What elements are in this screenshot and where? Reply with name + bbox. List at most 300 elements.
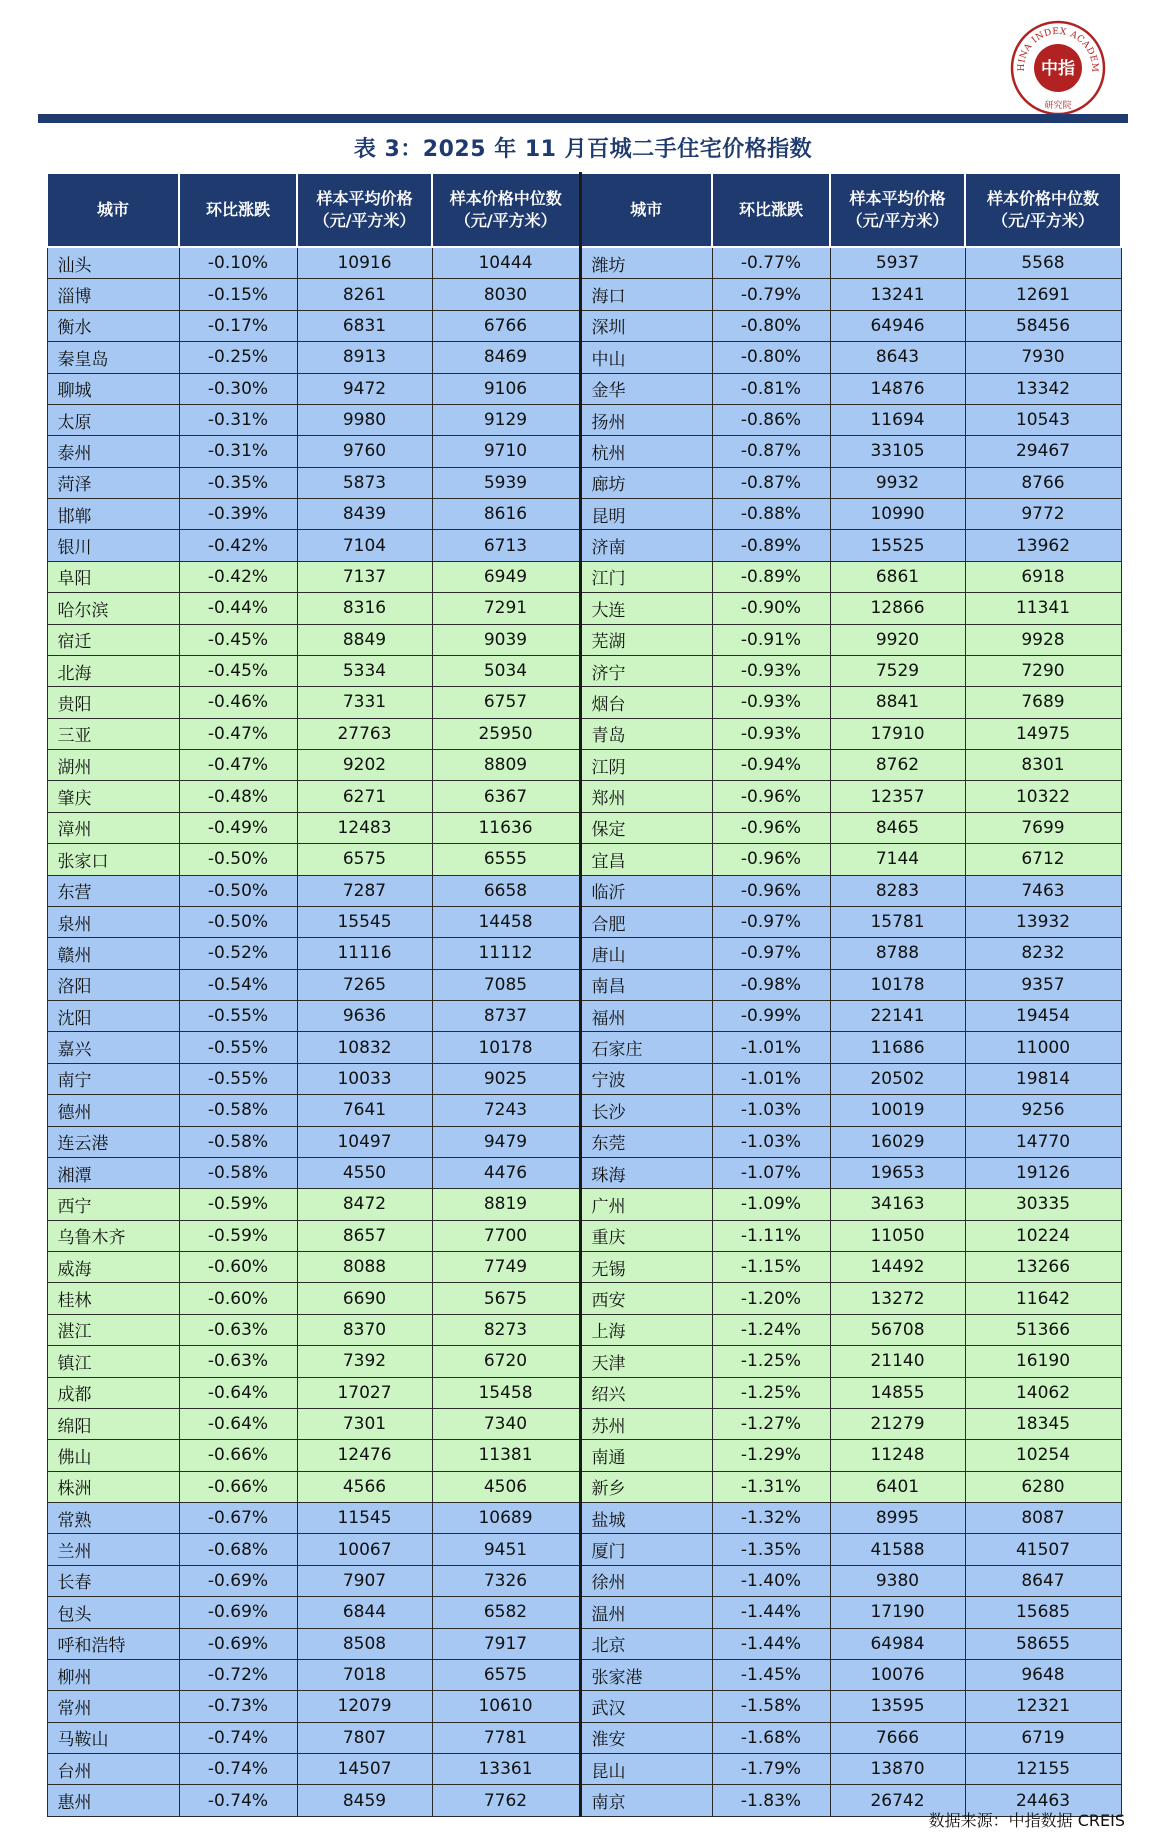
left-change-cell: -0.74% [179, 1754, 297, 1785]
right-city-cell: 珠海 [580, 1157, 712, 1188]
right-avg-price-cell: 8762 [830, 750, 965, 781]
right-median-price-cell: 15685 [965, 1597, 1121, 1628]
table-row [47, 938, 1121, 969]
left-median-price-cell: 7085 [432, 969, 580, 1000]
left-change-cell: -0.10% [179, 247, 297, 279]
left-median-price-cell: 9039 [432, 624, 580, 655]
right-change-cell: -1.20% [712, 1283, 830, 1314]
logo-bottom-text: 研究院 [1044, 101, 1072, 111]
left-avg-price-cell: 17027 [297, 1377, 432, 1408]
left-median-price-cell: 6658 [432, 875, 580, 906]
left-change-cell: -0.47% [179, 750, 297, 781]
left-city-cell: 柳州 [47, 1659, 179, 1690]
right-median-price-cell: 13342 [965, 373, 1121, 404]
left-change-cell: -0.50% [179, 844, 297, 875]
table-row [47, 1032, 1121, 1063]
right-change-cell: -0.80% [712, 310, 830, 341]
right-avg-price-cell: 41588 [830, 1534, 965, 1565]
right-city-cell: 昆明 [580, 499, 712, 530]
right-avg-price-cell: 13241 [830, 279, 965, 310]
right-avg-price-cell: 64984 [830, 1628, 965, 1659]
left-city-cell: 西宁 [47, 1189, 179, 1220]
right-city-cell: 绍兴 [580, 1377, 712, 1408]
left-change-cell: -0.74% [179, 1785, 297, 1816]
table-row [47, 1220, 1121, 1251]
table-row [47, 1754, 1121, 1785]
right-city-cell: 潍坊 [580, 247, 712, 279]
left-median-price-cell: 7762 [432, 1785, 580, 1816]
right-change-cell: -0.93% [712, 687, 830, 718]
right-change-cell: -1.31% [712, 1471, 830, 1502]
left-change-cell: -0.17% [179, 310, 297, 341]
header-median-price-left: 样本价格中位数 （元/平方米） [432, 173, 580, 247]
right-avg-price-cell: 14876 [830, 373, 965, 404]
right-median-price-cell: 11642 [965, 1283, 1121, 1314]
right-city-cell: 深圳 [580, 310, 712, 341]
table-row [47, 1314, 1121, 1345]
left-city-cell: 乌鲁木齐 [47, 1220, 179, 1251]
table-row [47, 812, 1121, 843]
right-median-price-cell: 58456 [965, 310, 1121, 341]
right-median-price-cell: 9772 [965, 499, 1121, 530]
left-city-cell: 威海 [47, 1252, 179, 1283]
left-city-cell: 东营 [47, 875, 179, 906]
table-row [47, 1063, 1121, 1094]
table-row [47, 310, 1121, 341]
right-city-cell: 宁波 [580, 1063, 712, 1094]
left-avg-price-cell: 8088 [297, 1252, 432, 1283]
right-avg-price-cell: 9932 [830, 467, 965, 498]
left-avg-price-cell: 8849 [297, 624, 432, 655]
table-row [47, 279, 1121, 310]
left-city-cell: 秦皇岛 [47, 342, 179, 373]
left-change-cell: -0.25% [179, 342, 297, 373]
logo-center-text: 中指 [1041, 59, 1075, 79]
left-median-price-cell: 5939 [432, 467, 580, 498]
right-change-cell: -1.35% [712, 1534, 830, 1565]
table-row [47, 499, 1121, 530]
left-avg-price-cell: 7907 [297, 1565, 432, 1596]
left-city-cell: 成都 [47, 1377, 179, 1408]
left-median-price-cell: 5034 [432, 655, 580, 686]
right-change-cell: -0.91% [712, 624, 830, 655]
right-change-cell: -1.29% [712, 1440, 830, 1471]
left-city-cell: 北海 [47, 655, 179, 686]
right-avg-price-cell: 8283 [830, 875, 965, 906]
left-avg-price-cell: 6831 [297, 310, 432, 341]
left-avg-price-cell: 7287 [297, 875, 432, 906]
right-city-cell: 福州 [580, 1001, 712, 1032]
right-city-cell: 扬州 [580, 404, 712, 435]
left-median-price-cell: 15458 [432, 1377, 580, 1408]
right-city-cell: 海口 [580, 279, 712, 310]
right-median-price-cell: 8766 [965, 467, 1121, 498]
right-change-cell: -0.90% [712, 593, 830, 624]
right-city-cell: 徐州 [580, 1565, 712, 1596]
right-change-cell: -1.03% [712, 1126, 830, 1157]
left-median-price-cell: 7700 [432, 1220, 580, 1251]
left-city-cell: 马鞍山 [47, 1722, 179, 1753]
header-rule [38, 114, 1128, 123]
right-city-cell: 新乡 [580, 1471, 712, 1502]
right-median-price-cell: 9357 [965, 969, 1121, 1000]
left-city-cell: 嘉兴 [47, 1032, 179, 1063]
left-city-cell: 南宁 [47, 1063, 179, 1094]
left-median-price-cell: 9106 [432, 373, 580, 404]
left-city-cell: 沈阳 [47, 1001, 179, 1032]
right-median-price-cell: 24463 [965, 1785, 1121, 1816]
table-row [47, 1722, 1121, 1753]
left-median-price-cell: 6766 [432, 310, 580, 341]
right-city-cell: 昆山 [580, 1754, 712, 1785]
left-change-cell: -0.67% [179, 1503, 297, 1534]
left-median-price-cell: 7749 [432, 1252, 580, 1283]
left-avg-price-cell: 8657 [297, 1220, 432, 1251]
left-avg-price-cell: 7104 [297, 530, 432, 561]
right-avg-price-cell: 7666 [830, 1722, 965, 1753]
right-median-price-cell: 6712 [965, 844, 1121, 875]
right-avg-price-cell: 64946 [830, 310, 965, 341]
right-median-price-cell: 8647 [965, 1565, 1121, 1596]
left-median-price-cell: 5675 [432, 1283, 580, 1314]
right-city-cell: 石家庄 [580, 1032, 712, 1063]
right-avg-price-cell: 13595 [830, 1691, 965, 1722]
right-change-cell: -1.11% [712, 1220, 830, 1251]
left-change-cell: -0.73% [179, 1691, 297, 1722]
right-city-cell: 盐城 [580, 1503, 712, 1534]
left-avg-price-cell: 4566 [297, 1471, 432, 1502]
right-change-cell: -0.81% [712, 373, 830, 404]
left-city-cell: 惠州 [47, 1785, 179, 1816]
right-avg-price-cell: 56708 [830, 1314, 965, 1345]
right-median-price-cell: 8301 [965, 750, 1121, 781]
right-avg-price-cell: 8465 [830, 812, 965, 843]
left-change-cell: -0.64% [179, 1408, 297, 1439]
right-city-cell: 临沂 [580, 875, 712, 906]
left-city-cell: 湖州 [47, 750, 179, 781]
left-city-cell: 聊城 [47, 373, 179, 404]
right-city-cell: 南通 [580, 1440, 712, 1471]
table-row [47, 1157, 1121, 1188]
left-avg-price-cell: 7018 [297, 1659, 432, 1690]
table-row [47, 1565, 1121, 1596]
right-avg-price-cell: 8841 [830, 687, 965, 718]
left-avg-price-cell: 5873 [297, 467, 432, 498]
left-avg-price-cell: 10033 [297, 1063, 432, 1094]
right-city-cell: 淮安 [580, 1722, 712, 1753]
left-avg-price-cell: 11545 [297, 1503, 432, 1534]
left-avg-price-cell: 14507 [297, 1754, 432, 1785]
right-city-cell: 温州 [580, 1597, 712, 1628]
right-city-cell: 保定 [580, 812, 712, 843]
left-median-price-cell: 7781 [432, 1722, 580, 1753]
left-avg-price-cell: 12079 [297, 1691, 432, 1722]
left-change-cell: -0.35% [179, 467, 297, 498]
left-change-cell: -0.58% [179, 1126, 297, 1157]
left-avg-price-cell: 8316 [297, 593, 432, 624]
left-city-cell: 邯郸 [47, 499, 179, 530]
header-median-price-right: 样本价格中位数 （元/平方米） [965, 173, 1121, 247]
left-change-cell: -0.69% [179, 1565, 297, 1596]
left-avg-price-cell: 7265 [297, 969, 432, 1000]
right-change-cell: -0.97% [712, 938, 830, 969]
left-avg-price-cell: 5334 [297, 655, 432, 686]
right-avg-price-cell: 10178 [830, 969, 965, 1000]
left-city-cell: 湘潭 [47, 1157, 179, 1188]
left-median-price-cell: 7340 [432, 1408, 580, 1439]
right-city-cell: 重庆 [580, 1220, 712, 1251]
left-city-cell: 桂林 [47, 1283, 179, 1314]
left-change-cell: -0.74% [179, 1722, 297, 1753]
right-change-cell: -0.98% [712, 969, 830, 1000]
right-change-cell: -0.97% [712, 906, 830, 937]
table-row [47, 1252, 1121, 1283]
left-median-price-cell: 9451 [432, 1534, 580, 1565]
left-change-cell: -0.15% [179, 279, 297, 310]
right-change-cell: -0.96% [712, 812, 830, 843]
left-city-cell: 佛山 [47, 1440, 179, 1471]
right-city-cell: 烟台 [580, 687, 712, 718]
right-avg-price-cell: 8995 [830, 1503, 965, 1534]
table-row [47, 781, 1121, 812]
right-median-price-cell: 10322 [965, 781, 1121, 812]
table-row [47, 655, 1121, 686]
left-change-cell: -0.60% [179, 1252, 297, 1283]
left-avg-price-cell: 10497 [297, 1126, 432, 1157]
right-avg-price-cell: 20502 [830, 1063, 965, 1094]
left-median-price-cell: 9710 [432, 436, 580, 467]
right-change-cell: -0.79% [712, 279, 830, 310]
right-change-cell: -1.44% [712, 1597, 830, 1628]
right-avg-price-cell: 34163 [830, 1189, 965, 1220]
right-change-cell: -1.32% [712, 1503, 830, 1534]
right-median-price-cell: 13266 [965, 1252, 1121, 1283]
left-median-price-cell: 7326 [432, 1565, 580, 1596]
left-city-cell: 常州 [47, 1691, 179, 1722]
left-change-cell: -0.55% [179, 1063, 297, 1094]
left-median-price-cell: 9479 [432, 1126, 580, 1157]
right-change-cell: -1.44% [712, 1628, 830, 1659]
right-change-cell: -1.07% [712, 1157, 830, 1188]
left-median-price-cell: 6367 [432, 781, 580, 812]
right-change-cell: -0.99% [712, 1001, 830, 1032]
right-avg-price-cell: 11694 [830, 404, 965, 435]
left-median-price-cell: 10178 [432, 1032, 580, 1063]
left-change-cell: -0.55% [179, 1032, 297, 1063]
table-row [47, 718, 1121, 749]
right-city-cell: 南京 [580, 1785, 712, 1816]
left-avg-price-cell: 9472 [297, 373, 432, 404]
table-row [47, 906, 1121, 937]
left-avg-price-cell: 10832 [297, 1032, 432, 1063]
left-city-cell: 泰州 [47, 436, 179, 467]
right-median-price-cell: 8087 [965, 1503, 1121, 1534]
table-row [47, 1408, 1121, 1439]
right-avg-price-cell: 13272 [830, 1283, 965, 1314]
left-median-price-cell: 4506 [432, 1471, 580, 1502]
left-change-cell: -0.52% [179, 938, 297, 969]
left-change-cell: -0.69% [179, 1597, 297, 1628]
left-median-price-cell: 10689 [432, 1503, 580, 1534]
right-change-cell: -1.27% [712, 1408, 830, 1439]
left-avg-price-cell: 7641 [297, 1095, 432, 1126]
china-index-academy-logo [1008, 18, 1108, 118]
left-avg-price-cell: 8472 [297, 1189, 432, 1220]
right-median-price-cell: 10224 [965, 1220, 1121, 1251]
right-change-cell: -1.01% [712, 1063, 830, 1094]
left-avg-price-cell: 8261 [297, 279, 432, 310]
left-change-cell: -0.39% [179, 499, 297, 530]
table-row [47, 969, 1121, 1000]
table-row [47, 1283, 1121, 1314]
right-avg-price-cell: 14492 [830, 1252, 965, 1283]
table-row [47, 247, 1121, 279]
right-median-price-cell: 8232 [965, 938, 1121, 969]
left-city-cell: 肇庆 [47, 781, 179, 812]
left-median-price-cell: 6757 [432, 687, 580, 718]
left-median-price-cell: 6949 [432, 561, 580, 592]
left-change-cell: -0.48% [179, 781, 297, 812]
right-city-cell: 芜湖 [580, 624, 712, 655]
right-city-cell: 苏州 [580, 1408, 712, 1439]
right-median-price-cell: 12321 [965, 1691, 1121, 1722]
left-avg-price-cell: 10067 [297, 1534, 432, 1565]
right-median-price-cell: 11000 [965, 1032, 1121, 1063]
right-avg-price-cell: 10076 [830, 1659, 965, 1690]
left-change-cell: -0.63% [179, 1346, 297, 1377]
table-row [47, 750, 1121, 781]
header-city-left: 城市 [47, 173, 179, 247]
left-avg-price-cell: 7331 [297, 687, 432, 718]
right-city-cell: 南昌 [580, 969, 712, 1000]
left-avg-price-cell: 11116 [297, 938, 432, 969]
left-avg-price-cell: 27763 [297, 718, 432, 749]
left-change-cell: -0.66% [179, 1440, 297, 1471]
left-avg-price-cell: 8459 [297, 1785, 432, 1816]
left-change-cell: -0.63% [179, 1314, 297, 1345]
left-change-cell: -0.31% [179, 404, 297, 435]
right-median-price-cell: 14062 [965, 1377, 1121, 1408]
table-row [47, 593, 1121, 624]
right-median-price-cell: 11341 [965, 593, 1121, 624]
left-median-price-cell: 10610 [432, 1691, 580, 1722]
right-change-cell: -0.94% [712, 750, 830, 781]
left-avg-price-cell: 8439 [297, 499, 432, 530]
left-avg-price-cell: 15545 [297, 906, 432, 937]
right-change-cell: -1.24% [712, 1314, 830, 1345]
right-city-cell: 张家港 [580, 1659, 712, 1690]
left-city-cell: 银川 [47, 530, 179, 561]
right-change-cell: -0.87% [712, 436, 830, 467]
table-row [47, 404, 1121, 435]
right-avg-price-cell: 13870 [830, 1754, 965, 1785]
left-median-price-cell: 8616 [432, 499, 580, 530]
right-change-cell: -1.25% [712, 1346, 830, 1377]
left-median-price-cell: 8737 [432, 1001, 580, 1032]
left-median-price-cell: 25950 [432, 718, 580, 749]
price-index-table [46, 172, 1122, 1817]
right-avg-price-cell: 11686 [830, 1032, 965, 1063]
right-median-price-cell: 9648 [965, 1659, 1121, 1690]
right-city-cell: 大连 [580, 593, 712, 624]
right-change-cell: -1.40% [712, 1565, 830, 1596]
right-median-price-cell: 14770 [965, 1126, 1121, 1157]
right-change-cell: -0.96% [712, 844, 830, 875]
right-median-price-cell: 29467 [965, 436, 1121, 467]
right-avg-price-cell: 9920 [830, 624, 965, 655]
right-city-cell: 唐山 [580, 938, 712, 969]
right-change-cell: -1.83% [712, 1785, 830, 1816]
left-median-price-cell: 8809 [432, 750, 580, 781]
right-median-price-cell: 7689 [965, 687, 1121, 718]
left-city-cell: 长春 [47, 1565, 179, 1596]
left-change-cell: -0.72% [179, 1659, 297, 1690]
table-row [47, 1440, 1121, 1471]
table-row [47, 1691, 1121, 1722]
left-median-price-cell: 9129 [432, 404, 580, 435]
right-avg-price-cell: 11248 [830, 1440, 965, 1471]
logo-arc-text: HINA INDEX ACADEM [1016, 26, 1100, 73]
left-median-price-cell: 4476 [432, 1157, 580, 1188]
left-median-price-cell: 11112 [432, 938, 580, 969]
table-row [47, 1095, 1121, 1126]
left-median-price-cell: 14458 [432, 906, 580, 937]
table-row [47, 436, 1121, 467]
header-avg-price-left: 样本平均价格 （元/平方米） [297, 173, 432, 247]
left-avg-price-cell: 12483 [297, 812, 432, 843]
left-avg-price-cell: 7807 [297, 1722, 432, 1753]
right-avg-price-cell: 15781 [830, 906, 965, 937]
right-median-price-cell: 6918 [965, 561, 1121, 592]
left-city-cell: 台州 [47, 1754, 179, 1785]
right-city-cell: 金华 [580, 373, 712, 404]
right-avg-price-cell: 5937 [830, 247, 965, 279]
left-change-cell: -0.30% [179, 373, 297, 404]
left-city-cell: 衡水 [47, 310, 179, 341]
left-avg-price-cell: 12476 [297, 1440, 432, 1471]
right-avg-price-cell: 15525 [830, 530, 965, 561]
right-avg-price-cell: 12357 [830, 781, 965, 812]
right-change-cell: -0.88% [712, 499, 830, 530]
left-city-cell: 常熟 [47, 1503, 179, 1534]
left-change-cell: -0.68% [179, 1534, 297, 1565]
right-avg-price-cell: 8788 [830, 938, 965, 969]
right-median-price-cell: 5568 [965, 247, 1121, 279]
right-change-cell: -1.58% [712, 1691, 830, 1722]
right-change-cell: -1.45% [712, 1659, 830, 1690]
left-avg-price-cell: 10916 [297, 247, 432, 279]
left-change-cell: -0.69% [179, 1628, 297, 1659]
table-row [47, 1346, 1121, 1377]
right-city-cell: 廊坊 [580, 467, 712, 498]
right-avg-price-cell: 9380 [830, 1565, 965, 1596]
table-title: 表 3：2025 年 11 月百城二手住宅价格指数 [353, 137, 813, 162]
left-city-cell: 漳州 [47, 812, 179, 843]
left-city-cell: 泉州 [47, 906, 179, 937]
left-city-cell: 绵阳 [47, 1408, 179, 1439]
left-change-cell: -0.45% [179, 655, 297, 686]
header-city-right: 城市 [580, 173, 712, 247]
left-city-cell: 连云港 [47, 1126, 179, 1157]
left-city-cell: 菏泽 [47, 467, 179, 498]
left-city-cell: 湛江 [47, 1314, 179, 1345]
left-change-cell: -0.58% [179, 1095, 297, 1126]
right-change-cell: -1.68% [712, 1722, 830, 1753]
left-median-price-cell: 11636 [432, 812, 580, 843]
right-median-price-cell: 19126 [965, 1157, 1121, 1188]
left-avg-price-cell: 9760 [297, 436, 432, 467]
right-avg-price-cell: 6861 [830, 561, 965, 592]
